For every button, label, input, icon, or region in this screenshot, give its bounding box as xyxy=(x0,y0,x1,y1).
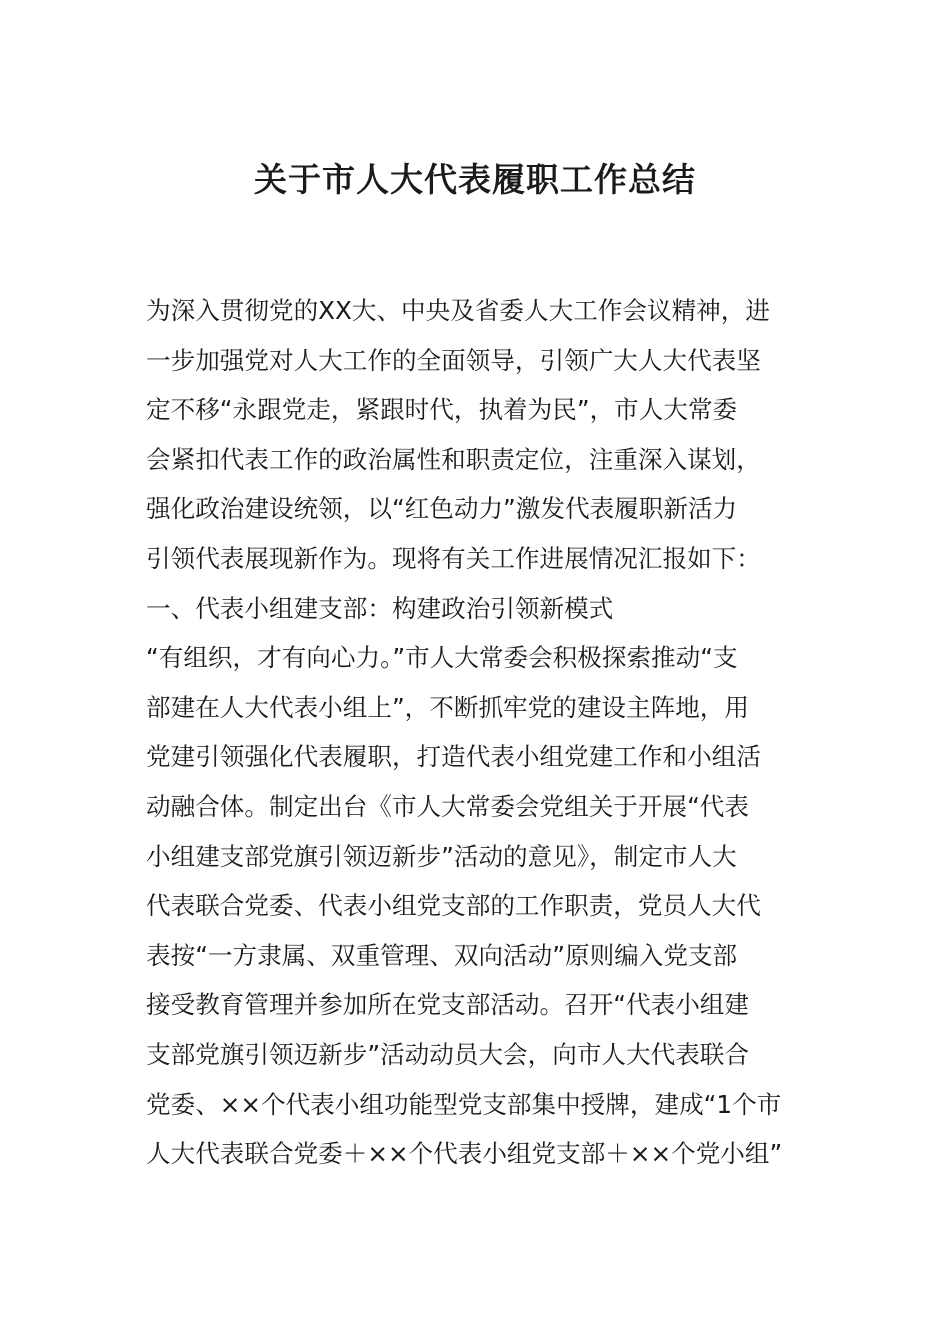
paragraph-line: 动融合体。制定出台《市人大常委会党组关于开展“代表 xyxy=(146,791,749,821)
paragraph-line: 表按“一方隶属、双重管理、双向活动”原则编入党支部 xyxy=(146,940,738,970)
paragraph-line: 小组建支部党旗引领迈新步”活动的意见》，制定市人大 xyxy=(146,841,737,871)
paragraph-line: 一步加强党对人大工作的全面领导，引领广大人大代表坚 xyxy=(146,345,761,375)
paragraph-line: 代表联合党委、代表小组党支部的工作职责，党员人大代 xyxy=(146,891,761,921)
paragraph-line: 强化政治建设统领，以“红色动力”激发代表履职新活力 xyxy=(146,494,738,524)
paragraph-line: 部建在人大代表小组上”，不断抓牢党的建设主阵地，用 xyxy=(146,692,749,722)
paragraph-line: 党委、××个代表小组功能型党支部集中授牌，建成“1个市 xyxy=(146,1089,782,1119)
paragraph-line: “有组织，才有向心力。”市人大常委会积极探索推动“支 xyxy=(146,643,738,673)
paragraph-line: 定不移“永跟党走，紧跟时代，执着为民”，市人大常委 xyxy=(146,395,738,425)
section-heading: 一、代表小组建支部：构建政治引领新模式 xyxy=(146,593,614,623)
paragraph-line: 接受教育管理并参加所在党支部活动。召开“代表小组建 xyxy=(146,990,749,1020)
paragraph-line: 引领代表展现新作为。现将有关工作进展情况汇报如下： xyxy=(146,543,761,573)
paragraph-line: 会紧扣代表工作的政治属性和职责定位，注重深入谋划， xyxy=(146,444,761,474)
paragraph-line: 党建引领强化代表履职，打造代表小组党建工作和小组活 xyxy=(146,742,761,772)
document-title: 关于市人大代表履职工作总结 xyxy=(254,160,696,199)
paragraph-line: 为深入贯彻党的XX大、中央及省委人大工作会议精神，进 xyxy=(146,296,770,325)
paragraph-line: 人大代表联合党委＋××个代表小组党支部＋××个党小组” xyxy=(146,1139,783,1169)
paragraph-line: 支部党旗引领迈新步”活动动员大会，向市人大代表联合 xyxy=(146,1039,749,1069)
document-body xyxy=(146,286,808,1179)
